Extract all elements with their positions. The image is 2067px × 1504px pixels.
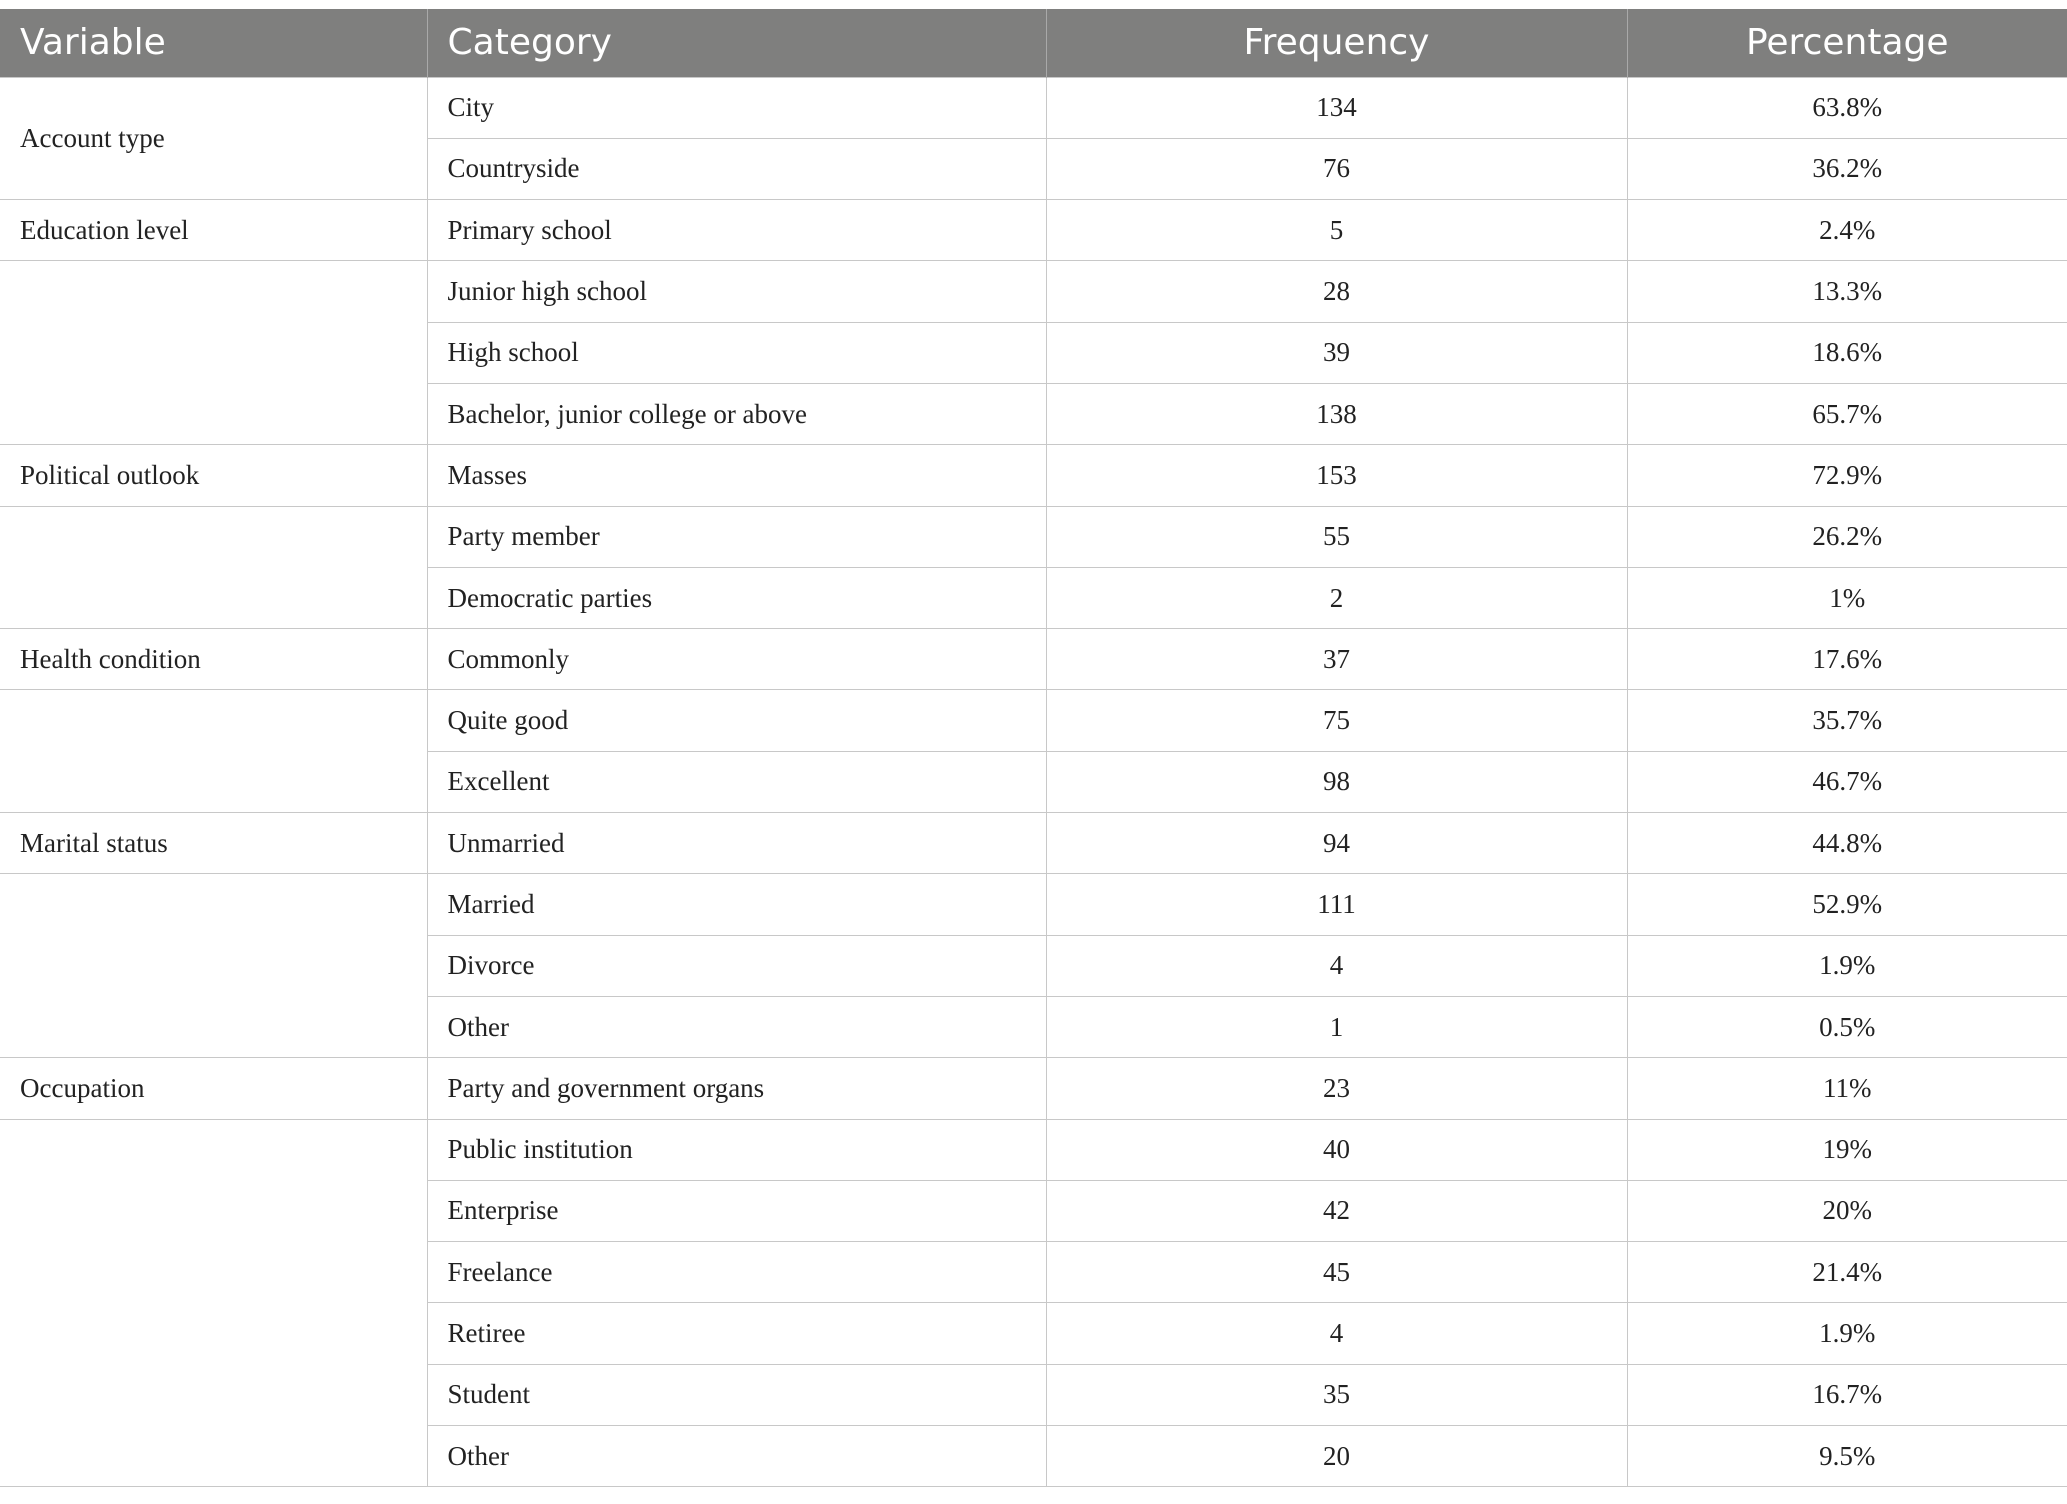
header-frequency: Frequency — [1046, 9, 1627, 77]
cell-category: Other — [427, 996, 1046, 1057]
cell-category: Student — [427, 1364, 1046, 1425]
table-row — [0, 874, 2067, 935]
cell-frequency: 76 — [1046, 138, 1627, 199]
cell-frequency: 5 — [1046, 200, 1627, 261]
cell-frequency: 45 — [1046, 1242, 1627, 1303]
table-row — [0, 1058, 2067, 1119]
cell-variable: Political outlook — [0, 445, 427, 506]
cell-category: Countryside — [427, 138, 1046, 199]
cell-category: Party and government organs — [427, 1058, 1046, 1119]
cell-percentage: 16.7% — [1627, 1364, 2067, 1425]
cell-percentage: 21.4% — [1627, 1242, 2067, 1303]
cell-category: Married — [427, 874, 1046, 935]
table-row — [0, 261, 2067, 322]
cell-category: Excellent — [427, 751, 1046, 812]
cell-percentage: 18.6% — [1627, 322, 2067, 383]
cell-frequency: 75 — [1046, 690, 1627, 751]
cell-percentage: 1% — [1627, 567, 2067, 628]
cell-percentage: 1.9% — [1627, 935, 2067, 996]
cell-percentage: 65.7% — [1627, 383, 2067, 444]
cell-frequency: 42 — [1046, 1180, 1627, 1241]
cell-frequency: 23 — [1046, 1058, 1627, 1119]
table-row — [0, 506, 2067, 567]
table-header — [0, 9, 2067, 77]
cell-percentage: 36.2% — [1627, 138, 2067, 199]
header-row — [0, 9, 2067, 77]
cell-variable-empty — [0, 874, 427, 1058]
cell-percentage: 0.5% — [1627, 996, 2067, 1057]
cell-category: Commonly — [427, 629, 1046, 690]
cell-category: Freelance — [427, 1242, 1046, 1303]
cell-percentage: 13.3% — [1627, 261, 2067, 322]
cell-frequency: 35 — [1046, 1364, 1627, 1425]
cell-category: Quite good — [427, 690, 1046, 751]
cell-percentage: 19% — [1627, 1119, 2067, 1180]
table-row — [0, 813, 2067, 874]
header-variable: Variable — [0, 9, 427, 77]
cell-frequency: 2 — [1046, 567, 1627, 628]
cell-category: Party member — [427, 506, 1046, 567]
table-row — [0, 690, 2067, 751]
cell-frequency: 39 — [1046, 322, 1627, 383]
cell-variable: Marital status — [0, 813, 427, 874]
cell-frequency: 55 — [1046, 506, 1627, 567]
cell-frequency: 138 — [1046, 383, 1627, 444]
cell-category: Retiree — [427, 1303, 1046, 1364]
cell-frequency: 1 — [1046, 996, 1627, 1057]
table-row — [0, 200, 2067, 261]
cell-percentage: 72.9% — [1627, 445, 2067, 506]
table-row — [0, 445, 2067, 506]
cell-frequency: 111 — [1046, 874, 1627, 935]
header-category: Category — [427, 9, 1046, 77]
cell-frequency: 4 — [1046, 935, 1627, 996]
cell-variable: Health condition — [0, 629, 427, 690]
cell-category: Public institution — [427, 1119, 1046, 1180]
cell-frequency: 134 — [1046, 77, 1627, 138]
table-row — [0, 629, 2067, 690]
cell-category: Enterprise — [427, 1180, 1046, 1241]
table-body — [0, 77, 2067, 1487]
cell-percentage: 44.8% — [1627, 813, 2067, 874]
cell-percentage: 52.9% — [1627, 874, 2067, 935]
cell-frequency: 40 — [1046, 1119, 1627, 1180]
cell-frequency: 98 — [1046, 751, 1627, 812]
cell-category: Junior high school — [427, 261, 1046, 322]
cell-variable: Occupation — [0, 1058, 427, 1119]
cell-percentage: 1.9% — [1627, 1303, 2067, 1364]
cell-percentage: 2.4% — [1627, 200, 2067, 261]
demographics-table — [0, 9, 2067, 1487]
demographics-table-container — [0, 9, 2067, 1487]
cell-frequency: 4 — [1046, 1303, 1627, 1364]
cell-percentage: 63.8% — [1627, 77, 2067, 138]
cell-category: Masses — [427, 445, 1046, 506]
cell-category: Divorce — [427, 935, 1046, 996]
cell-frequency: 20 — [1046, 1426, 1627, 1487]
cell-frequency: 37 — [1046, 629, 1627, 690]
cell-percentage: 11% — [1627, 1058, 2067, 1119]
cell-percentage: 26.2% — [1627, 506, 2067, 567]
cell-percentage: 9.5% — [1627, 1426, 2067, 1487]
cell-category: High school — [427, 322, 1046, 383]
cell-variable-empty — [0, 1119, 427, 1487]
cell-variable: Education level — [0, 200, 427, 261]
cell-variable-empty — [0, 506, 427, 629]
header-percentage: Percentage — [1627, 9, 2067, 77]
cell-variable-empty — [0, 261, 427, 445]
cell-percentage: 17.6% — [1627, 629, 2067, 690]
cell-variable-empty — [0, 690, 427, 813]
cell-category: Other — [427, 1426, 1046, 1487]
cell-percentage: 35.7% — [1627, 690, 2067, 751]
cell-variable: Account type — [0, 77, 427, 200]
cell-percentage: 46.7% — [1627, 751, 2067, 812]
cell-category: Primary school — [427, 200, 1046, 261]
cell-frequency: 28 — [1046, 261, 1627, 322]
cell-percentage: 20% — [1627, 1180, 2067, 1241]
cell-category: Bachelor, junior college or above — [427, 383, 1046, 444]
cell-category: Unmarried — [427, 813, 1046, 874]
table-row — [0, 77, 2067, 138]
table-row — [0, 1119, 2067, 1180]
cell-frequency: 153 — [1046, 445, 1627, 506]
cell-category: City — [427, 77, 1046, 138]
cell-category: Democratic parties — [427, 567, 1046, 628]
cell-frequency: 94 — [1046, 813, 1627, 874]
